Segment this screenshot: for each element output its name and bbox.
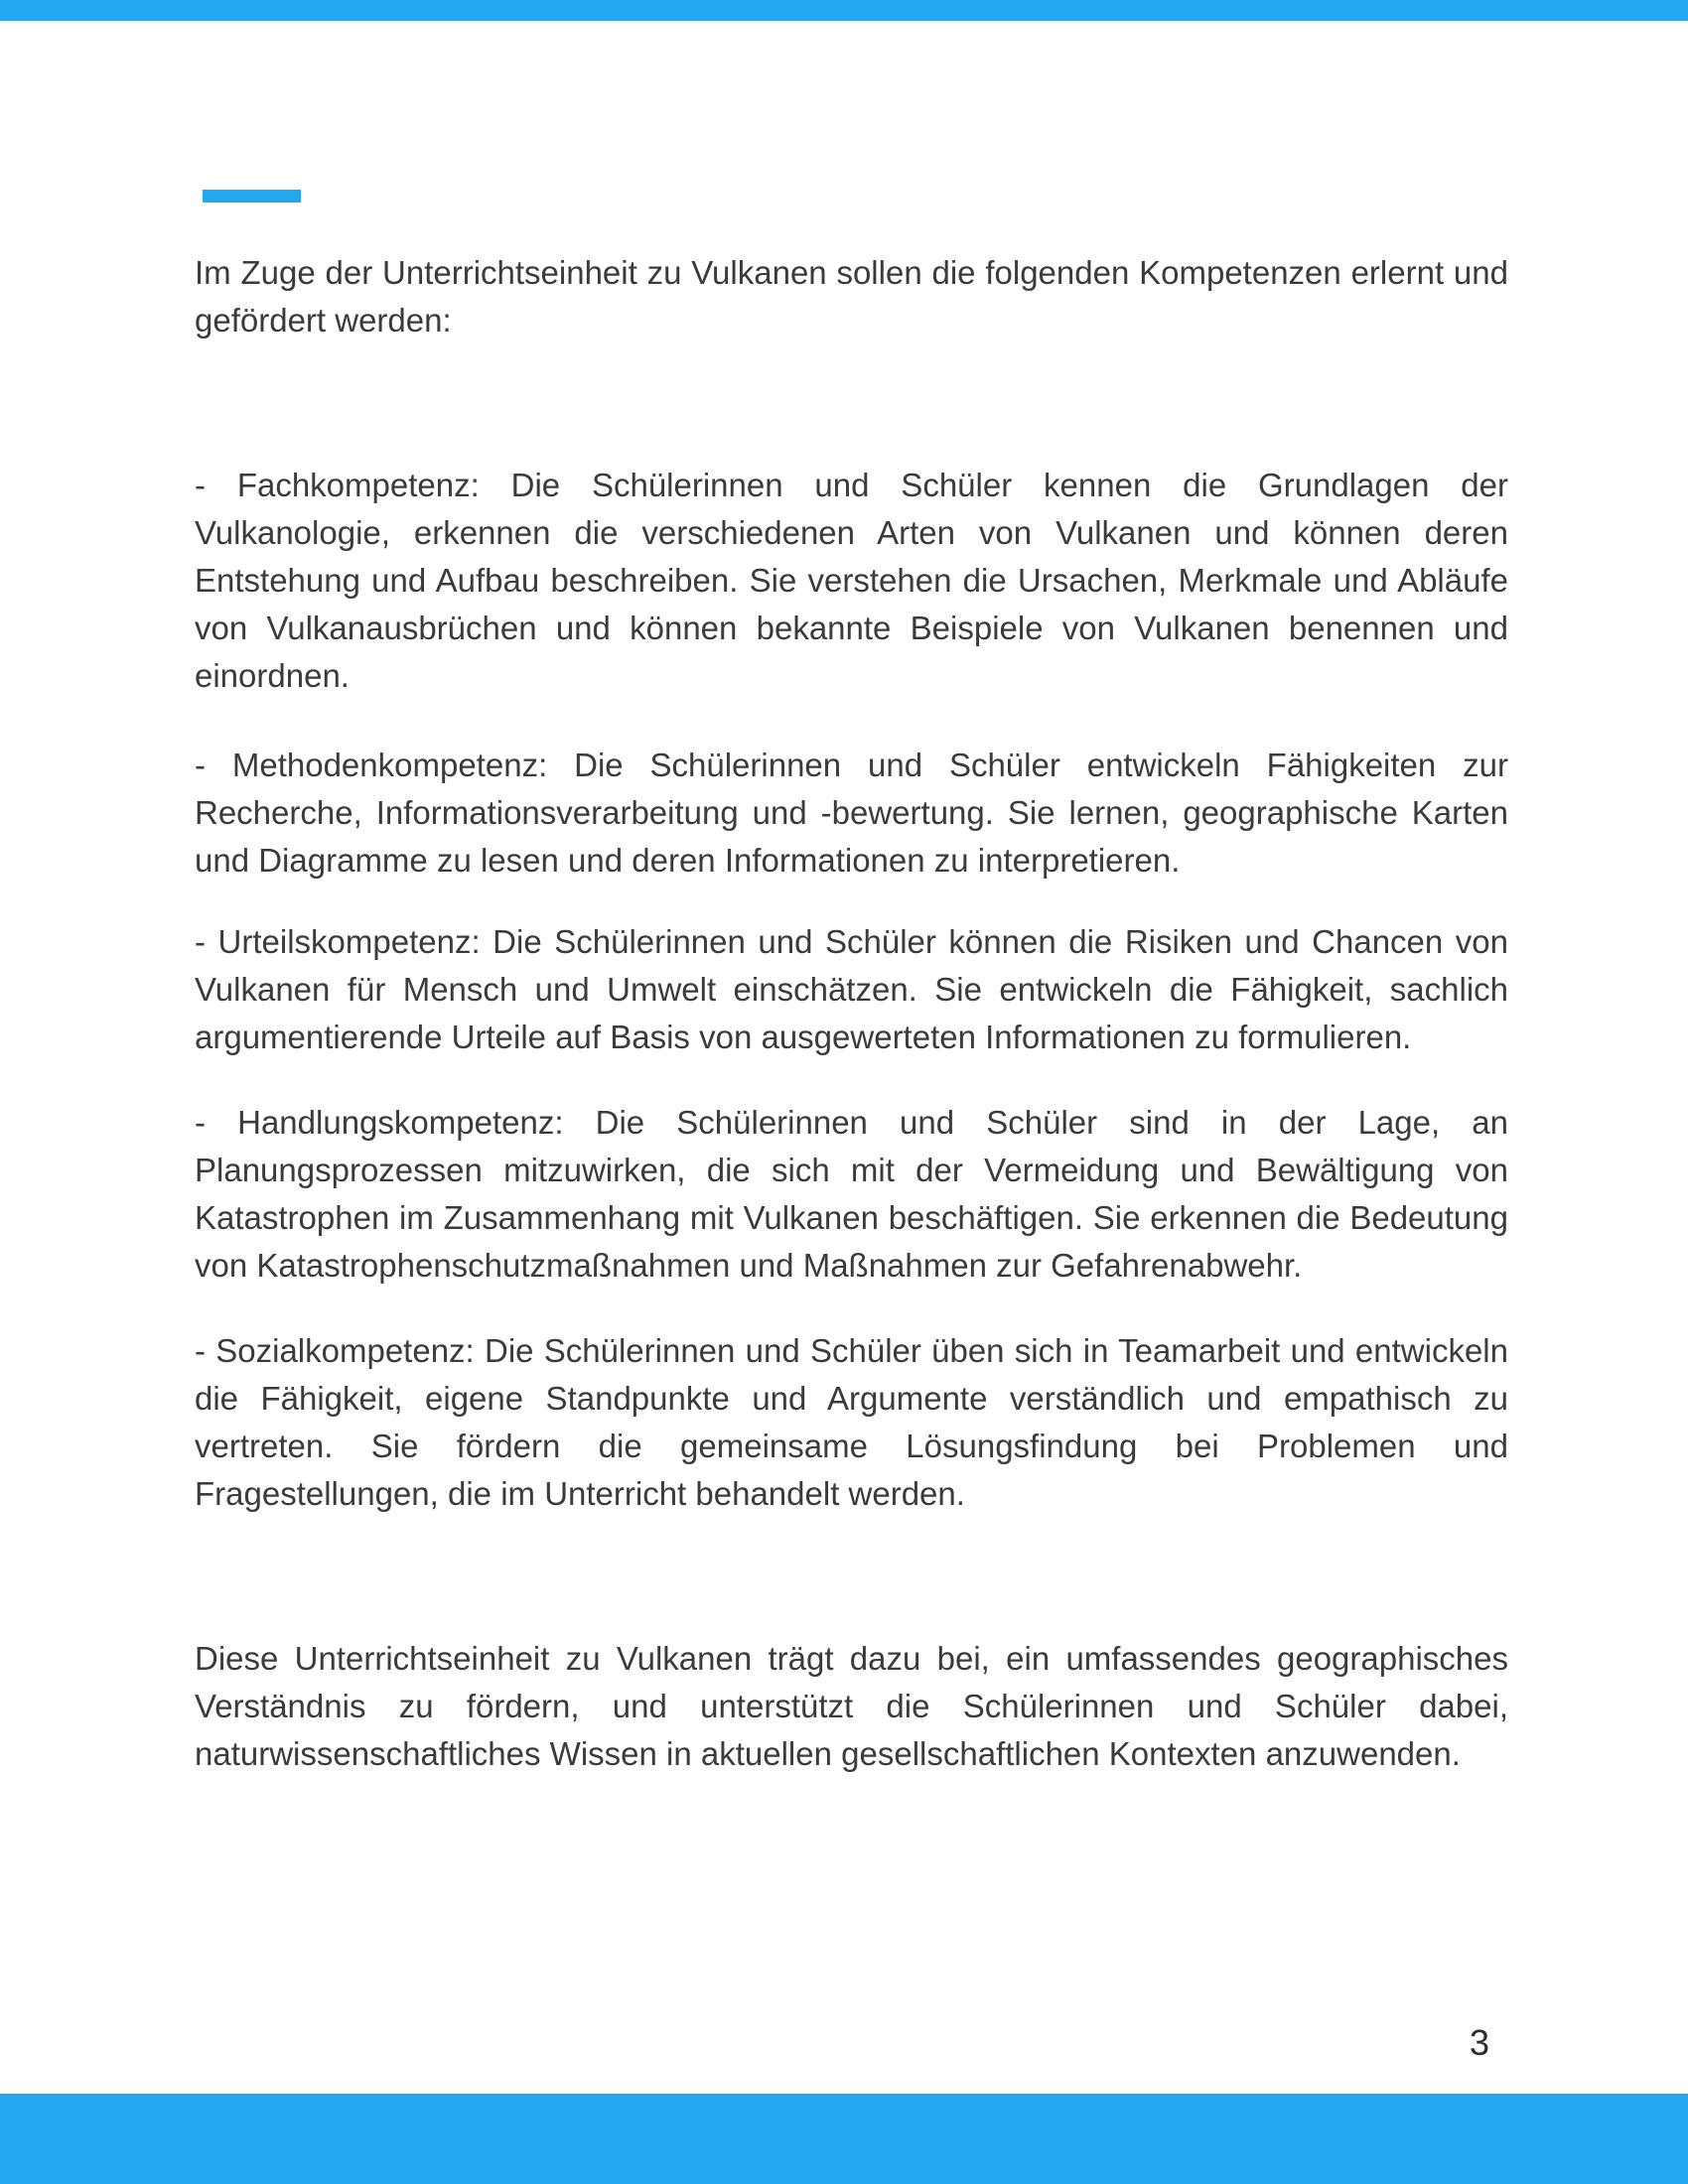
competency-paragraph-methodenkompetenz: - Methodenkompetenz: Die Schülerinnen und Schüler entwickeln Fähigkeiten zur Recherche, Informationsverarbeitung und -bewertung. Sie lernen, geographische Karten und Diagramme zu lesen und deren Informationen zu interpretieren. (195, 747, 1508, 879)
competency-paragraph-sozialkompetenz: - Sozialkompetenz: Die Schülerinnen und Schüler üben sich in Teamarbeit und entwickeln die Fähigkeit, eigene Standpunkte und Argumente verständlich und empathisch zu vertreten. Sie fördern die gemeinsame Lösungsfindung bei Problemen und Fragestellungen, die im Unterricht behandelt werden. (195, 1332, 1508, 1512)
top-accent-bar (0, 0, 1688, 21)
competency-paragraph-fachkompetenz: - Fachkompetenz: Die Schülerinnen und Schüler kennen die Grundlagen der Vulkanologie, erkennen die verschiedenen Arten von Vulkanen und können deren Entstehung und Aufbau beschreiben. Sie verstehen die Ursachen, Merkmale und Abläufe von Vulkanausbrüchen und können bekannte Beispiele von Vulkanen benennen und einordnen. (195, 467, 1508, 694)
intro-paragraph: Im Zuge der Unterrichtseinheit zu Vulkanen sollen die folgenden Kompetenzen erlernt und gefördert werden: (195, 254, 1508, 339)
closing-paragraph: Diese Unterrichtseinheit zu Vulkanen trägt dazu bei, ein umfassendes geographisches Verständnis zu fördern, und unterstützt die Schülerinnen und Schüler dabei, naturwissenschaftliches Wissen in aktuellen gesellschaftlichen Kontexten anzuwenden. (195, 1640, 1508, 1772)
competency-paragraph-handlungskompetenz: - Handlungskompetenz: Die Schülerinnen und Schüler sind in der Lage, an Planungsprozessen mitzuwirken, die sich mit der Vermeidung und Bewältigung von Katastrophen im Zusammenhang mit Vulkanen beschäftigen. Sie erkennen die Bedeutung von Katastrophenschutzmaßnahmen und Maßnahmen zur Gefahrenabwehr. (195, 1104, 1508, 1284)
page-number: 3 (1469, 2022, 1489, 2063)
accent-dash (203, 190, 301, 203)
document-body (195, 249, 1508, 1778)
competency-paragraph-urteilskompetenz: - Urteilskompetenz: Die Schülerinnen und Schüler können die Risiken und Chancen von Vulkanen für Mensch und Umwelt einschätzen. Sie entwickeln die Fähigkeit, sachlich argumentierende Urteile auf Basis von ausgewerteten Informationen zu formulieren. (195, 923, 1508, 1055)
bottom-accent-bar (0, 2094, 1688, 2184)
